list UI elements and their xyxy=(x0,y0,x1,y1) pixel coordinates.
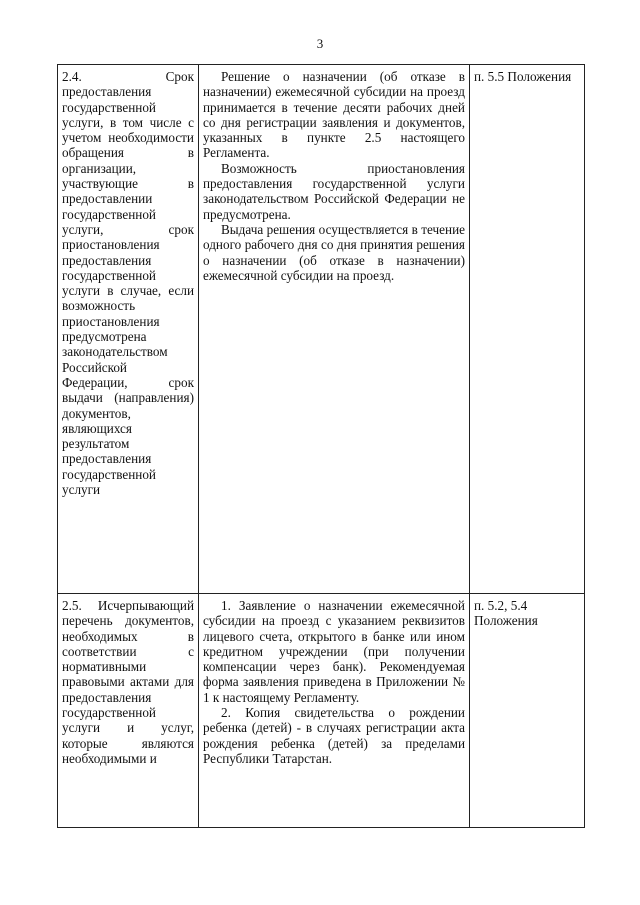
paragraph: Решение о назначении (об отказе в назначении) ежемесячной субсидии на проезд принимается в течение десяти рабочих дней со дня регистрации заявления и документов, указанных в пункте 2.5 настоящего Регламента. xyxy=(203,69,465,161)
item-title-cell: 2.4. Срок предоставления государственной услуги, в том числе с учетом необходимости обращения в организации, участвующие в предоставлении государственной услуги, срок приостановления предоставления государственной услуги в случае, если возможность приостановления предусмотрена законодательством Российской Федерации, срок выдачи (направления) документов, являющихся результатом предоставления государственной услуги xyxy=(58,65,199,594)
item-content-cell xyxy=(199,65,470,594)
item-content-cell xyxy=(199,594,470,828)
paragraph: Выдача решения осуществляется в течение одного рабочего дня со дня принятия решения о назначении (об отказе в назначении) ежемесячной субсидии на проезд. xyxy=(203,221,465,283)
paragraph: 2. Копия свидетельства о рождении ребенка (детей) - в случаях регистрации акта рождения ребенка (детей) за пределами Республики Татарстан. xyxy=(203,705,465,766)
reference-cell: п. 5.2, 5.4 Положения xyxy=(470,594,585,828)
item-title-cell: 2.5. Исчерпывающий перечень документов, необходимых в соответствии с нормативными правовыми актами для предоставления государственной услуги и услуг, которые являются необходимыми и xyxy=(58,594,199,828)
table-row xyxy=(58,594,585,828)
reference-cell: п. 5.5 Положения xyxy=(470,65,585,594)
paragraph: 1. Заявление о назначении ежемесячной субсидии на проезд с указанием реквизитов лицевого счета, открытого в банке или ином кредитном учреждении (при получении компенсации через банк). Рекомендуемая форма заявления приведена в Приложении № 1 к настоящему Регламенту. xyxy=(203,598,465,705)
table-row xyxy=(58,65,585,594)
page-number: 3 xyxy=(316,36,324,51)
regulation-table xyxy=(57,64,585,828)
paragraph: Возможность приостановления предоставления государственной услуги законодательством Российской Федерации не предусмотрена. xyxy=(203,160,465,222)
